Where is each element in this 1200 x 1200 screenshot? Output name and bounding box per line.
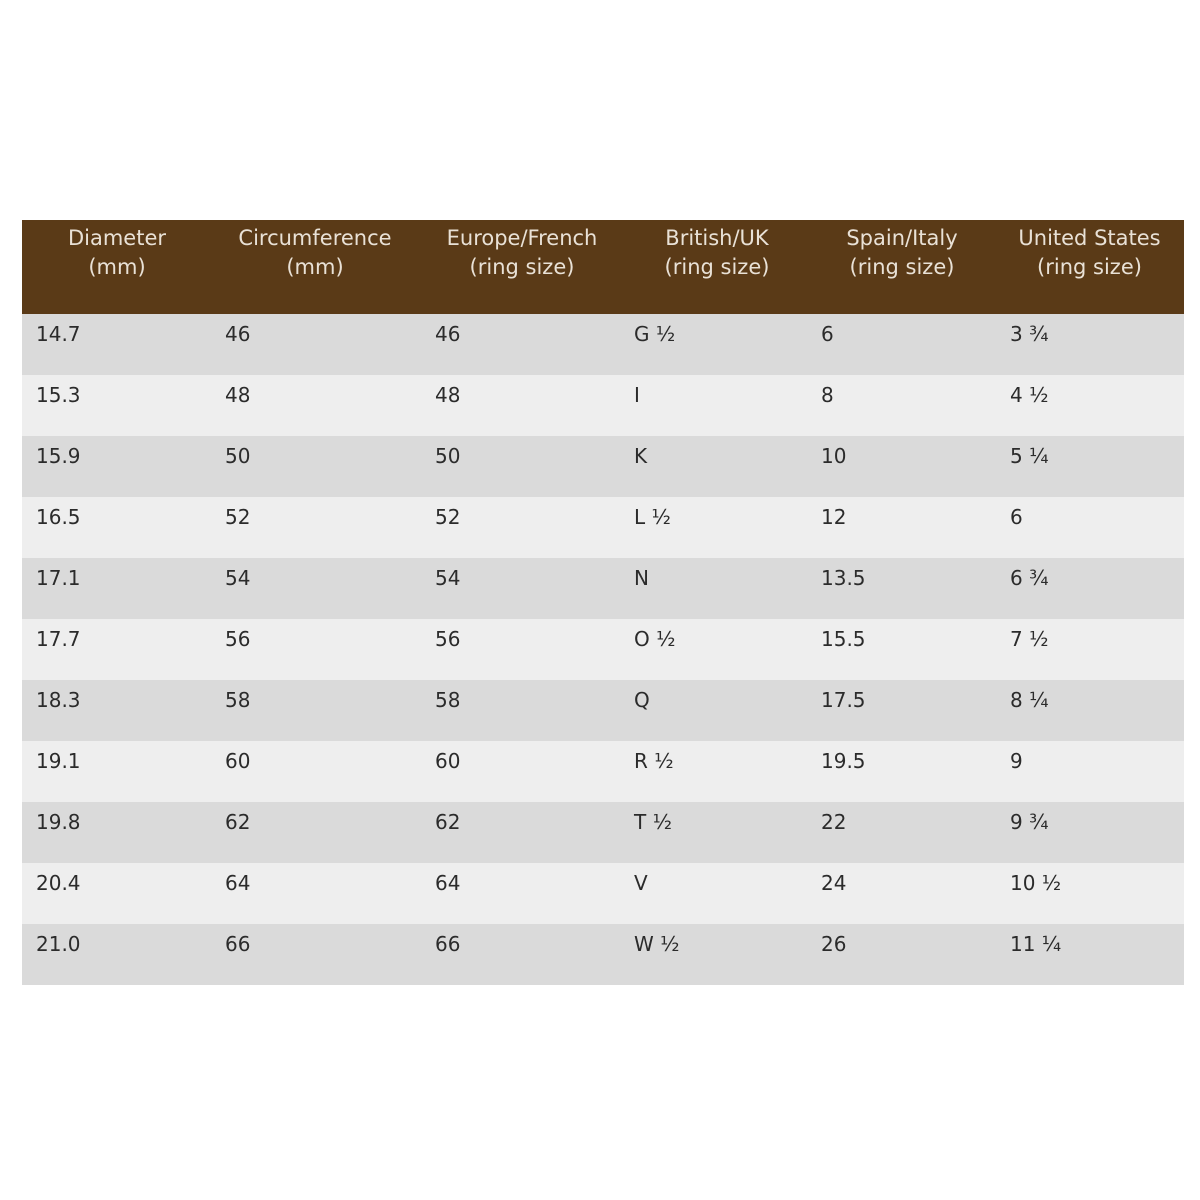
cell-europe-french: 52	[435, 505, 461, 529]
cell-circumference: 54	[225, 566, 251, 590]
cell-united-states: 9 ¾	[1010, 810, 1049, 834]
cell-diameter: 19.8	[36, 810, 81, 834]
cell-united-states: 3 ¾	[1010, 322, 1049, 346]
cell-circumference: 52	[225, 505, 251, 529]
table-row	[22, 314, 1184, 375]
cell-spain-italy: 22	[821, 810, 847, 834]
cell-spain-italy: 17.5	[821, 688, 866, 712]
cell-europe-french: 56	[435, 627, 461, 651]
cell-diameter: 15.9	[36, 444, 81, 468]
cell-europe-french: 58	[435, 688, 461, 712]
header-spain-italy	[827, 224, 977, 282]
cell-spain-italy: 8	[821, 383, 834, 407]
cell-spain-italy: 6	[821, 322, 834, 346]
cell-british-uk: O ½	[634, 627, 676, 651]
cell-europe-french: 60	[435, 749, 461, 773]
header-united-states-unit: (ring size)	[1037, 255, 1142, 279]
cell-europe-french: 54	[435, 566, 461, 590]
table-row	[22, 741, 1184, 802]
cell-british-uk: R ½	[634, 749, 674, 773]
cell-british-uk: L ½	[634, 505, 671, 529]
cell-diameter: 18.3	[36, 688, 81, 712]
table-header	[22, 220, 1184, 314]
cell-spain-italy: 26	[821, 932, 847, 956]
header-europe-french-title: Europe/French	[446, 226, 598, 250]
cell-spain-italy: 13.5	[821, 566, 866, 590]
header-british-uk-unit: (ring size)	[664, 255, 770, 279]
table-row	[22, 375, 1184, 436]
header-british-uk	[642, 224, 792, 282]
header-diameter-unit: (mm)	[88, 255, 146, 279]
cell-british-uk: G ½	[634, 322, 676, 346]
cell-diameter: 15.3	[36, 383, 81, 407]
cell-circumference: 62	[225, 810, 251, 834]
cell-diameter: 20.4	[36, 871, 81, 895]
header-circumference-title: Circumference	[238, 226, 392, 250]
table-row	[22, 436, 1184, 497]
cell-diameter: 21.0	[36, 932, 81, 956]
cell-circumference: 48	[225, 383, 251, 407]
cell-circumference: 46	[225, 322, 251, 346]
cell-british-uk: Q	[634, 688, 650, 712]
cell-circumference: 64	[225, 871, 251, 895]
header-diameter-title: Diameter	[67, 226, 167, 250]
cell-europe-french: 66	[435, 932, 461, 956]
cell-diameter: 17.1	[36, 566, 81, 590]
cell-british-uk: W ½	[634, 932, 680, 956]
header-circumference	[222, 224, 408, 282]
header-united-states	[1012, 224, 1167, 282]
header-circumference-unit: (mm)	[286, 255, 344, 279]
cell-united-states: 10 ½	[1010, 871, 1062, 895]
table-row	[22, 680, 1184, 741]
cell-british-uk: K	[634, 444, 648, 468]
cell-united-states: 7 ½	[1010, 627, 1049, 651]
header-spain-italy-title: Spain/Italy	[846, 226, 958, 250]
header-europe-french-unit: (ring size)	[469, 255, 575, 279]
cell-europe-french: 62	[435, 810, 461, 834]
table-row	[22, 558, 1184, 619]
header-europe-french	[432, 224, 612, 282]
cell-united-states: 8 ¼	[1010, 688, 1049, 712]
cell-circumference: 66	[225, 932, 251, 956]
table-row	[22, 802, 1184, 863]
table-row	[22, 497, 1184, 558]
cell-circumference: 50	[225, 444, 251, 468]
cell-united-states: 6 ¾	[1010, 566, 1049, 590]
cell-united-states: 5 ¼	[1010, 444, 1049, 468]
cell-diameter: 19.1	[36, 749, 81, 773]
cell-europe-french: 48	[435, 383, 461, 407]
cell-diameter: 17.7	[36, 627, 81, 651]
cell-british-uk: I	[634, 383, 640, 407]
header-british-uk-title: British/UK	[665, 226, 769, 250]
cell-spain-italy: 10	[821, 444, 847, 468]
cell-united-states: 9	[1010, 749, 1023, 773]
cell-diameter: 16.5	[36, 505, 81, 529]
cell-europe-french: 46	[435, 322, 461, 346]
cell-united-states: 4 ½	[1010, 383, 1049, 407]
cell-spain-italy: 15.5	[821, 627, 866, 651]
cell-spain-italy: 19.5	[821, 749, 866, 773]
cell-europe-french: 64	[435, 871, 461, 895]
cell-united-states: 11 ¼	[1010, 932, 1062, 956]
cell-british-uk: V	[634, 871, 648, 895]
header-spain-italy-unit: (ring size)	[849, 255, 955, 279]
cell-circumference: 58	[225, 688, 251, 712]
cell-circumference: 56	[225, 627, 251, 651]
table-body	[22, 314, 1184, 985]
table-row	[22, 619, 1184, 680]
cell-british-uk: T ½	[634, 810, 672, 834]
table-row	[22, 924, 1184, 985]
cell-spain-italy: 12	[821, 505, 847, 529]
header-united-states-title: United States	[1018, 226, 1161, 250]
cell-circumference: 60	[225, 749, 251, 773]
cell-europe-french: 50	[435, 444, 461, 468]
cell-spain-italy: 24	[821, 871, 847, 895]
cell-united-states: 6	[1010, 505, 1023, 529]
cell-diameter: 14.7	[36, 322, 81, 346]
header-diameter	[42, 224, 192, 282]
cell-british-uk: N	[634, 566, 649, 590]
ring-size-chart	[22, 220, 1184, 985]
table-row	[22, 863, 1184, 924]
